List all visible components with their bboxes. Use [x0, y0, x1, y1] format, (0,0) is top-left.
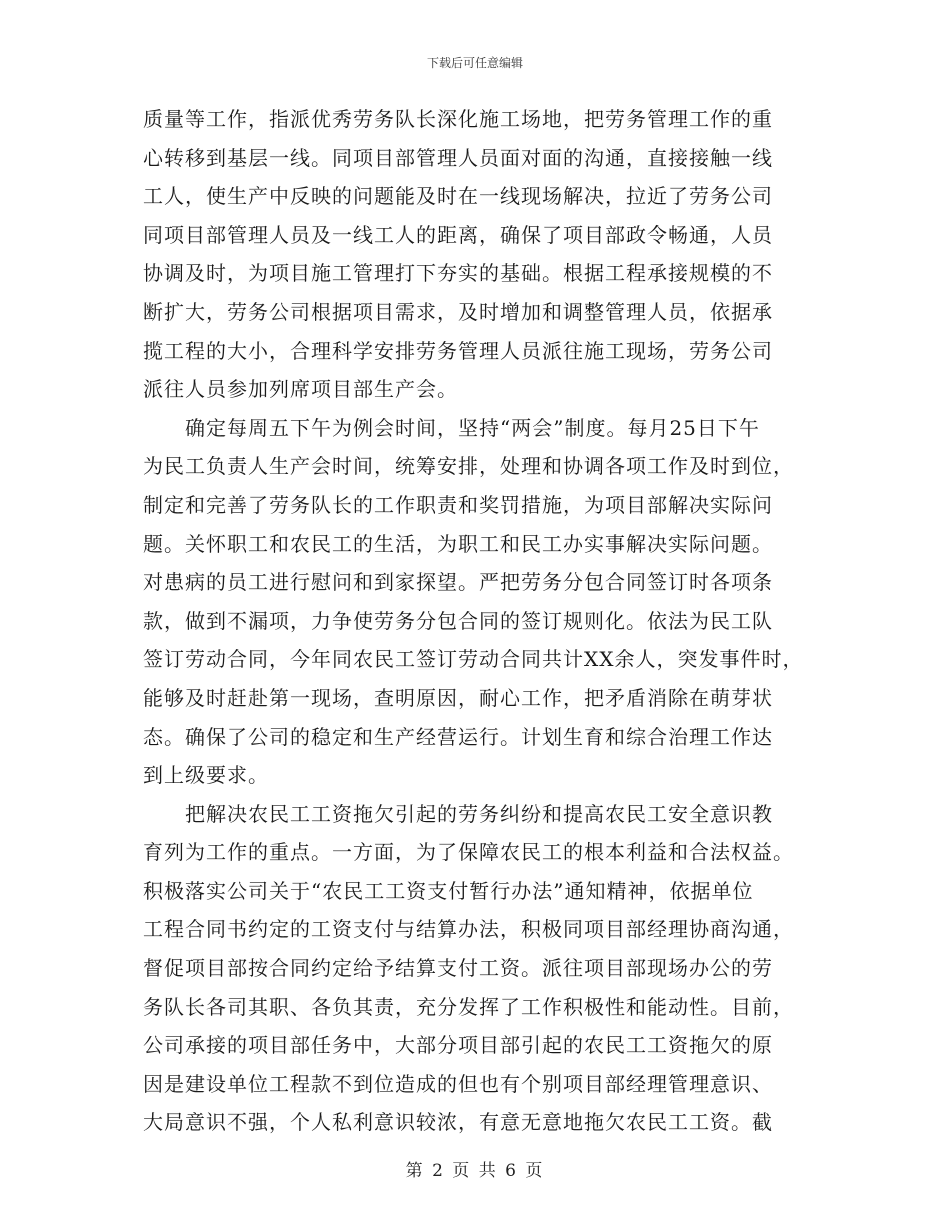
text-line: 积极落实公司关于“农民工工资支付暂行办法”通知精神，依据单位 — [143, 878, 754, 903]
text-line: 制定和完善了劳务队长的工作职责和奖罚措施，为项目部解决实际问 — [143, 492, 773, 517]
text-line: 心转移到基层一线。同项目部管理人员面对面的沟通，直接接触一线 — [143, 145, 773, 170]
text-line: 能够及时赶赴第一现场，查明原因，耐心工作，把矛盾消除在萌芽状 — [143, 685, 773, 710]
text-line: 到上级要求。 — [143, 763, 269, 788]
text-line: 协调及时，为项目施工管理打下夯实的基础。根据工程承接规模的不 — [143, 261, 773, 286]
text-line: 题。关怀职工和农民工的生活，为职工和民工办实事解决实际问题。 — [143, 531, 773, 556]
text-line: 因是建设单位工程款不到位造成的但也有个别项目部经理管理意识、 — [143, 1071, 773, 1096]
document-body — [143, 100, 823, 1142]
text-line: 督促项目部按合同约定给予结算支付工资。派往项目部现场办公的劳 — [143, 956, 773, 981]
text-line: 把解决农民工工资拖欠引起的劳务纠纷和提高农民工安全意识教 — [185, 801, 773, 826]
text-line: 确定每周五下午为例会时间，坚持“两会”制度。每月25日下午 — [185, 415, 760, 440]
page-number: 第 2 页 共 6 页 — [405, 1161, 545, 1181]
text-line: 务队长各司其职、各负其责，充分发挥了工作积极性和能动性。目前， — [143, 994, 794, 1019]
text-line: 断扩大，劳务公司根据项目需求，及时增加和调整管理人员，依据承 — [143, 299, 773, 324]
text-line: 揽工程的大小，合理科学安排劳务管理人员派往施工现场，劳务公司 — [143, 338, 773, 363]
text-line: 公司承接的项目部任务中，大部分项目部引起的农民工工资拖欠的原 — [143, 1033, 773, 1058]
text-line: 派往人员参加列席项目部生产会。 — [143, 377, 458, 402]
text-line: 同项目部管理人员及一线工人的距离，确保了项目部政令畅通，人员 — [143, 222, 773, 247]
text-line: 工程合同书约定的工资支付与结算办法，积极同项目部经理协商沟通， — [143, 917, 794, 942]
text-line: 大局意识不强，个人私利意识较浓，有意无意地拖欠农民工工资。截 — [143, 1110, 773, 1135]
text-line: 为民工负责人生产会时间，统筹安排，处理和协调各项工作及时到位， — [143, 454, 794, 479]
page-header-note: 下载后可任意编辑 — [426, 56, 523, 70]
text-line: 签订劳动合同，今年同农民工签订劳动合同共计XX余人，突发事件时， — [143, 647, 804, 672]
text-line: 工人，使生产中反映的问题能及时在一线现场解决，拉近了劳务公司 — [143, 184, 773, 209]
text-line: 态。确保了公司的稳定和生产经营运行。计划生育和综合治理工作达 — [143, 724, 773, 749]
text-line: 对患病的员工进行慰问和到家探望。严把劳务分包合同签订时各项条 — [143, 570, 773, 595]
text-line: 款，做到不漏项，力争使劳务分包合同的签订规则化。依法为民工队 — [143, 608, 773, 633]
text-line: 育列为工作的重点。一方面，为了保障农民工的根本利益和合法权益。 — [143, 840, 794, 865]
text-line: 质量等工作，指派优秀劳务队长深化施工场地，把劳务管理工作的重 — [143, 107, 773, 131]
